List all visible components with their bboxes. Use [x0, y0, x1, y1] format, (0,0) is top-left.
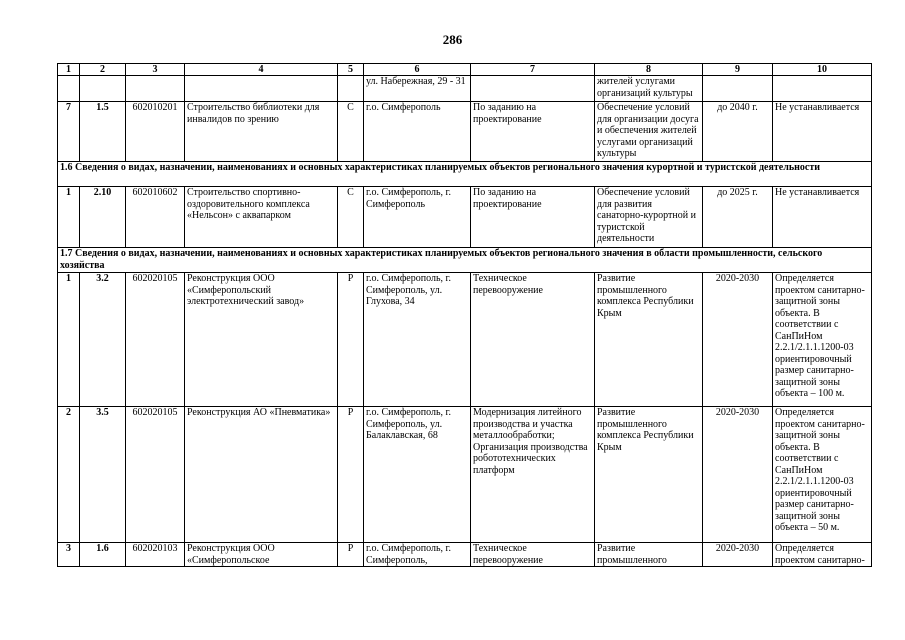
zone-cell: Определяется проектом санитарно- — [773, 543, 872, 567]
zone-cell: Определяется проектом санитарно-защитной зоны объекта. В соответствии с СанПиНом 2.2.1/2.1.1.1200-03 ориентировочный размер санитарно-защитной зоны объекта – 100 м. — [773, 273, 872, 407]
header-cell: 2 — [80, 64, 126, 76]
location-cell: г.о. Симферополь, г. Симферополь — [364, 187, 471, 248]
planned-objects-table — [57, 63, 872, 567]
table-row — [58, 102, 872, 162]
header-cell: 8 — [595, 64, 703, 76]
header-cell: 9 — [703, 64, 773, 76]
location-cell: ул. Набережная, 29 - 31 — [364, 76, 471, 102]
header-cell: 10 — [773, 64, 872, 76]
table-row — [58, 273, 872, 407]
object-status: С — [338, 187, 364, 248]
table-row — [58, 187, 872, 248]
object-number: 2.10 — [80, 187, 126, 248]
header-cell: 3 — [126, 64, 185, 76]
row-number: 1 — [58, 273, 80, 407]
object-code: 602010201 — [126, 102, 185, 162]
object-name: Реконструкция АО «Пневматика» — [185, 407, 338, 543]
row-number: 2 — [58, 407, 80, 543]
deadline-cell: 2020-2030 — [703, 543, 773, 567]
location-cell: г.о. Симферополь — [364, 102, 471, 162]
object-number: 1.5 — [80, 102, 126, 162]
object-code: 602020105 — [126, 273, 185, 407]
object-status: С — [338, 102, 364, 162]
page-number: 286 — [442, 32, 463, 47]
purpose-cell: Развитие промышленного комплекса Республики Крым — [595, 407, 703, 543]
continuation-row — [58, 76, 872, 102]
object-code: 602020103 — [126, 543, 185, 567]
object-code: 602020105 — [126, 407, 185, 543]
object-name: Реконструкция ООО «Симферопольское — [185, 543, 338, 567]
purpose-cell: Обеспечение условий для развития санаторно-курортной и туристской деятельности — [595, 187, 703, 248]
characteristics-cell: Модернизация литейного производства и участка металлообработки; Организация производства робототехнических платформ — [471, 407, 595, 543]
deadline-cell: 2020-2030 — [703, 273, 773, 407]
object-status: Р — [338, 543, 364, 567]
table-row — [58, 543, 872, 567]
column-number-header-row — [58, 64, 872, 76]
zone-cell: Определяется проектом санитарно-защитной зоны объекта. В соответствии с СанПиНом 2.2.1/2.1.1.1200-03 ориентировочный размер санитарно-защитной зоны объекта – 50 м. — [773, 407, 872, 543]
table-row — [58, 407, 872, 543]
row-number: 1 — [58, 187, 80, 248]
purpose-cell: Обеспечение условий для организации досуга и обеспечения жителей услугами организаций культуры — [595, 102, 703, 162]
header-cell: 1 — [58, 64, 80, 76]
header-cell: 6 — [364, 64, 471, 76]
object-number: 3.2 — [80, 273, 126, 407]
object-status: Р — [338, 407, 364, 543]
purpose-cell: Развитие промышленного — [595, 543, 703, 567]
object-number: 3.5 — [80, 407, 126, 543]
object-name: Строительство библиотеки для инвалидов по зрению — [185, 102, 338, 162]
section-heading-1-7 — [58, 248, 872, 273]
characteristics-cell: Техническое перевооружение — [471, 543, 595, 567]
object-status: Р — [338, 273, 364, 407]
deadline-cell: до 2040 г. — [703, 102, 773, 162]
characteristics-cell: Техническое перевооружение — [471, 273, 595, 407]
header-cell: 7 — [471, 64, 595, 76]
deadline-cell: до 2025 г. — [703, 187, 773, 248]
location-cell: г.о. Симферополь, г. Симферополь, ул. Балаклавская, 68 — [364, 407, 471, 543]
zone-cell: Не устанавливается — [773, 102, 872, 162]
header-cell: 4 — [185, 64, 338, 76]
purpose-cell: Развитие промышленного комплекса Республики Крым — [595, 273, 703, 407]
header-cell: 5 — [338, 64, 364, 76]
row-number: 7 — [58, 102, 80, 162]
section-heading-1-6 — [58, 162, 872, 187]
section-title: 1.7 Сведения о видах, назначении, наименованиях и основных характеристиках планируемых объектов регионального значения в области промышленности, сельского хозяйства — [58, 248, 872, 273]
characteristics-cell: По заданию на проектирование — [471, 187, 595, 248]
section-title: 1.6 Сведения о видах, назначении, наименованиях и основных характеристиках планируемых объектов регионального значения курортной и туристской деятельности — [58, 162, 872, 187]
characteristics-cell: По заданию на проектирование — [471, 102, 595, 162]
location-cell: г.о. Симферополь, г. Симферополь, — [364, 543, 471, 567]
zone-cell: Не устанавливается — [773, 187, 872, 248]
object-number: 1.6 — [80, 543, 126, 567]
object-name: Строительство спортивно-оздоровительного комплекса «Нельсон» с аквапарком — [185, 187, 338, 248]
deadline-cell: 2020-2030 — [703, 407, 773, 543]
purpose-cell: жителей услугами организаций культуры — [595, 76, 703, 102]
row-number: 3 — [58, 543, 80, 567]
location-cell: г.о. Симферополь, г. Симферополь, ул. Глухова, 34 — [364, 273, 471, 407]
object-code: 602010602 — [126, 187, 185, 248]
object-name: Реконструкция ООО «Симферопольский электротехнический завод» — [185, 273, 338, 407]
